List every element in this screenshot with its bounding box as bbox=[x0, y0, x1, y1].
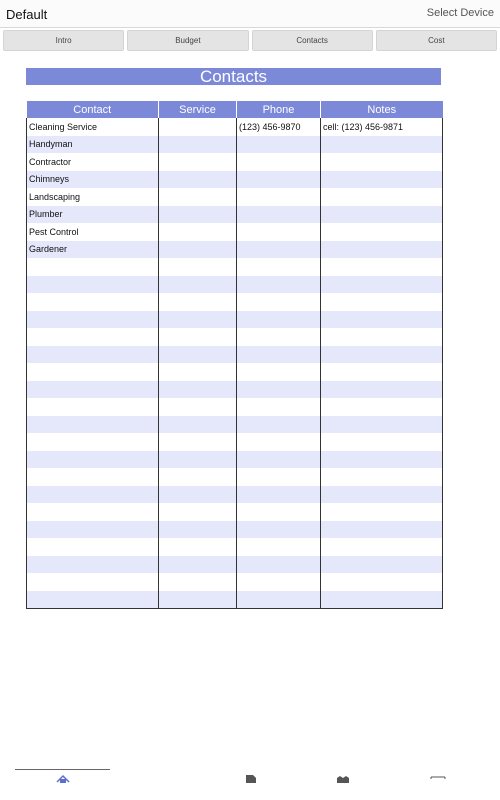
bottom-nav-bar bbox=[0, 762, 500, 800]
cell-service[interactable] bbox=[159, 171, 237, 189]
cell-phone[interactable] bbox=[237, 258, 321, 276]
table-row bbox=[27, 241, 443, 259]
cell-phone[interactable] bbox=[237, 468, 321, 486]
cell-notes[interactable]: cell: (123) 456-9871 bbox=[321, 118, 443, 136]
contacts-table bbox=[26, 101, 443, 609]
cell-phone[interactable] bbox=[237, 486, 321, 504]
cell-contact[interactable] bbox=[27, 573, 159, 591]
cell-phone[interactable] bbox=[237, 328, 321, 346]
table-row bbox=[27, 363, 443, 381]
table-row bbox=[27, 136, 443, 154]
cell-contact[interactable] bbox=[27, 591, 159, 609]
table-row bbox=[27, 118, 443, 136]
table-row bbox=[27, 223, 443, 241]
table-row bbox=[27, 521, 443, 539]
cell-notes[interactable] bbox=[321, 468, 443, 486]
table-row bbox=[27, 591, 443, 609]
table-row bbox=[27, 171, 443, 189]
tab-bar bbox=[3, 30, 497, 51]
cell-service[interactable] bbox=[159, 486, 237, 504]
cell-notes[interactable] bbox=[321, 188, 443, 206]
tab-budget[interactable]: Budget bbox=[127, 30, 248, 51]
cell-notes[interactable] bbox=[321, 521, 443, 539]
column-header-service[interactable]: Service bbox=[159, 101, 237, 118]
table-row bbox=[27, 153, 443, 171]
cell-service[interactable] bbox=[159, 241, 237, 259]
cell-contact[interactable] bbox=[27, 486, 159, 504]
cell-contact[interactable]: Plumber bbox=[27, 206, 159, 224]
cell-service[interactable] bbox=[159, 136, 237, 154]
table-header-row bbox=[27, 101, 443, 118]
cell-service[interactable] bbox=[159, 328, 237, 346]
tab-cost[interactable]: Cost bbox=[376, 30, 497, 51]
table-row bbox=[27, 538, 443, 556]
cell-notes[interactable] bbox=[321, 223, 443, 241]
cell-service[interactable] bbox=[159, 276, 237, 294]
cell-service[interactable] bbox=[159, 556, 237, 574]
cell-notes[interactable] bbox=[321, 241, 443, 259]
cell-service[interactable] bbox=[159, 363, 237, 381]
cell-notes[interactable] bbox=[321, 276, 443, 294]
cell-service[interactable] bbox=[159, 451, 237, 469]
cell-notes[interactable] bbox=[321, 153, 443, 171]
sheet-title-banner: Contacts bbox=[26, 68, 441, 85]
cell-contact[interactable]: Chimneys bbox=[27, 171, 159, 189]
cell-service[interactable] bbox=[159, 293, 237, 311]
tab-intro[interactable]: Intro bbox=[3, 30, 124, 51]
cell-service[interactable] bbox=[159, 573, 237, 591]
cell-contact[interactable] bbox=[27, 398, 159, 416]
cell-service[interactable] bbox=[159, 521, 237, 539]
cell-service[interactable] bbox=[159, 538, 237, 556]
table-row bbox=[27, 398, 443, 416]
cell-contact[interactable] bbox=[27, 556, 159, 574]
page-title: Default bbox=[6, 7, 48, 22]
select-device-button[interactable]: Select Device bbox=[426, 7, 494, 19]
table-row bbox=[27, 556, 443, 574]
cell-service[interactable] bbox=[159, 398, 237, 416]
cell-notes[interactable] bbox=[321, 398, 443, 416]
table-row bbox=[27, 258, 443, 276]
table-row bbox=[27, 206, 443, 224]
cell-contact[interactable]: Gardener bbox=[27, 241, 159, 259]
cell-contact[interactable] bbox=[27, 311, 159, 329]
cell-service[interactable] bbox=[159, 346, 237, 364]
cell-contact[interactable] bbox=[27, 468, 159, 486]
cell-phone[interactable] bbox=[237, 241, 321, 259]
cell-phone[interactable] bbox=[237, 433, 321, 451]
cell-contact[interactable]: Contractor bbox=[27, 153, 159, 171]
cell-service[interactable] bbox=[159, 591, 237, 609]
cell-service[interactable] bbox=[159, 258, 237, 276]
cell-service[interactable] bbox=[159, 206, 237, 224]
cell-contact[interactable]: Pest Control bbox=[27, 223, 159, 241]
cell-phone[interactable] bbox=[237, 363, 321, 381]
cell-notes[interactable] bbox=[321, 136, 443, 154]
cell-contact[interactable] bbox=[27, 328, 159, 346]
cell-phone[interactable] bbox=[237, 276, 321, 294]
cell-contact[interactable] bbox=[27, 293, 159, 311]
cell-phone[interactable] bbox=[237, 381, 321, 399]
cell-notes[interactable] bbox=[321, 206, 443, 224]
cell-phone[interactable] bbox=[237, 521, 321, 539]
cell-notes[interactable] bbox=[321, 591, 443, 609]
cell-notes[interactable] bbox=[321, 311, 443, 329]
cell-phone[interactable] bbox=[237, 153, 321, 171]
cell-service[interactable] bbox=[159, 188, 237, 206]
table-row bbox=[27, 293, 443, 311]
table-row bbox=[27, 311, 443, 329]
table-row bbox=[27, 188, 443, 206]
cell-contact[interactable] bbox=[27, 503, 159, 521]
cell-phone[interactable] bbox=[237, 171, 321, 189]
cell-contact[interactable]: Cleaning Service bbox=[27, 118, 159, 136]
column-header-contact[interactable]: Contact bbox=[27, 101, 159, 118]
table-row bbox=[27, 416, 443, 434]
cell-contact[interactable] bbox=[27, 381, 159, 399]
cell-notes[interactable] bbox=[321, 433, 443, 451]
cell-service[interactable] bbox=[159, 118, 237, 136]
cell-contact[interactable] bbox=[27, 416, 159, 434]
cell-service[interactable] bbox=[159, 503, 237, 521]
tab-contacts[interactable]: Contacts bbox=[252, 30, 373, 51]
cell-notes[interactable] bbox=[321, 486, 443, 504]
cell-contact[interactable] bbox=[27, 451, 159, 469]
table-row bbox=[27, 486, 443, 504]
cell-phone[interactable]: (123) 456-9870 bbox=[237, 118, 321, 136]
table-row bbox=[27, 451, 443, 469]
cell-phone[interactable] bbox=[237, 503, 321, 521]
table-row bbox=[27, 346, 443, 364]
cell-contact[interactable] bbox=[27, 538, 159, 556]
cell-notes[interactable] bbox=[321, 416, 443, 434]
cell-contact[interactable] bbox=[27, 276, 159, 294]
document-icon[interactable] bbox=[243, 770, 259, 780]
cell-phone[interactable] bbox=[237, 223, 321, 241]
cell-notes[interactable] bbox=[321, 556, 443, 574]
cell-contact[interactable] bbox=[27, 521, 159, 539]
table-row bbox=[27, 468, 443, 486]
cell-notes[interactable] bbox=[321, 346, 443, 364]
table-row bbox=[27, 381, 443, 399]
column-header-phone[interactable]: Phone bbox=[237, 101, 321, 118]
cell-phone[interactable] bbox=[237, 416, 321, 434]
cell-notes[interactable] bbox=[321, 363, 443, 381]
top-bar bbox=[0, 0, 500, 28]
cell-phone[interactable] bbox=[237, 538, 321, 556]
table-row bbox=[27, 573, 443, 591]
cell-phone[interactable] bbox=[237, 591, 321, 609]
cell-notes[interactable] bbox=[321, 503, 443, 521]
cell-notes[interactable] bbox=[321, 538, 443, 556]
cell-contact[interactable] bbox=[27, 433, 159, 451]
cell-notes[interactable] bbox=[321, 573, 443, 591]
cell-phone[interactable] bbox=[237, 206, 321, 224]
cell-phone[interactable] bbox=[237, 573, 321, 591]
home-icon[interactable] bbox=[55, 770, 71, 780]
cell-service[interactable] bbox=[159, 311, 237, 329]
folder-icon[interactable] bbox=[430, 770, 446, 780]
cell-notes[interactable] bbox=[321, 381, 443, 399]
cell-phone[interactable] bbox=[237, 398, 321, 416]
cell-service[interactable] bbox=[159, 381, 237, 399]
cell-contact[interactable] bbox=[27, 346, 159, 364]
table-body bbox=[27, 118, 443, 609]
cell-phone[interactable] bbox=[237, 346, 321, 364]
cell-phone[interactable] bbox=[237, 293, 321, 311]
cell-service[interactable] bbox=[159, 433, 237, 451]
cell-contact[interactable]: Landscaping bbox=[27, 188, 159, 206]
cell-service[interactable] bbox=[159, 223, 237, 241]
cell-service[interactable] bbox=[159, 153, 237, 171]
table-row bbox=[27, 276, 443, 294]
cell-notes[interactable] bbox=[321, 328, 443, 346]
table-row bbox=[27, 328, 443, 346]
cell-phone[interactable] bbox=[237, 311, 321, 329]
cell-service[interactable] bbox=[159, 468, 237, 486]
cell-notes[interactable] bbox=[321, 258, 443, 276]
cell-phone[interactable] bbox=[237, 188, 321, 206]
cell-contact[interactable]: Handyman bbox=[27, 136, 159, 154]
cell-contact[interactable] bbox=[27, 258, 159, 276]
cell-phone[interactable] bbox=[237, 556, 321, 574]
cell-service[interactable] bbox=[159, 416, 237, 434]
building-icon[interactable] bbox=[336, 770, 352, 780]
table-row bbox=[27, 503, 443, 521]
cell-notes[interactable] bbox=[321, 171, 443, 189]
cell-notes[interactable] bbox=[321, 293, 443, 311]
cell-phone[interactable] bbox=[237, 136, 321, 154]
cell-phone[interactable] bbox=[237, 451, 321, 469]
cell-contact[interactable] bbox=[27, 363, 159, 381]
table-row bbox=[27, 433, 443, 451]
cell-notes[interactable] bbox=[321, 451, 443, 469]
column-header-notes[interactable]: Notes bbox=[321, 101, 443, 118]
